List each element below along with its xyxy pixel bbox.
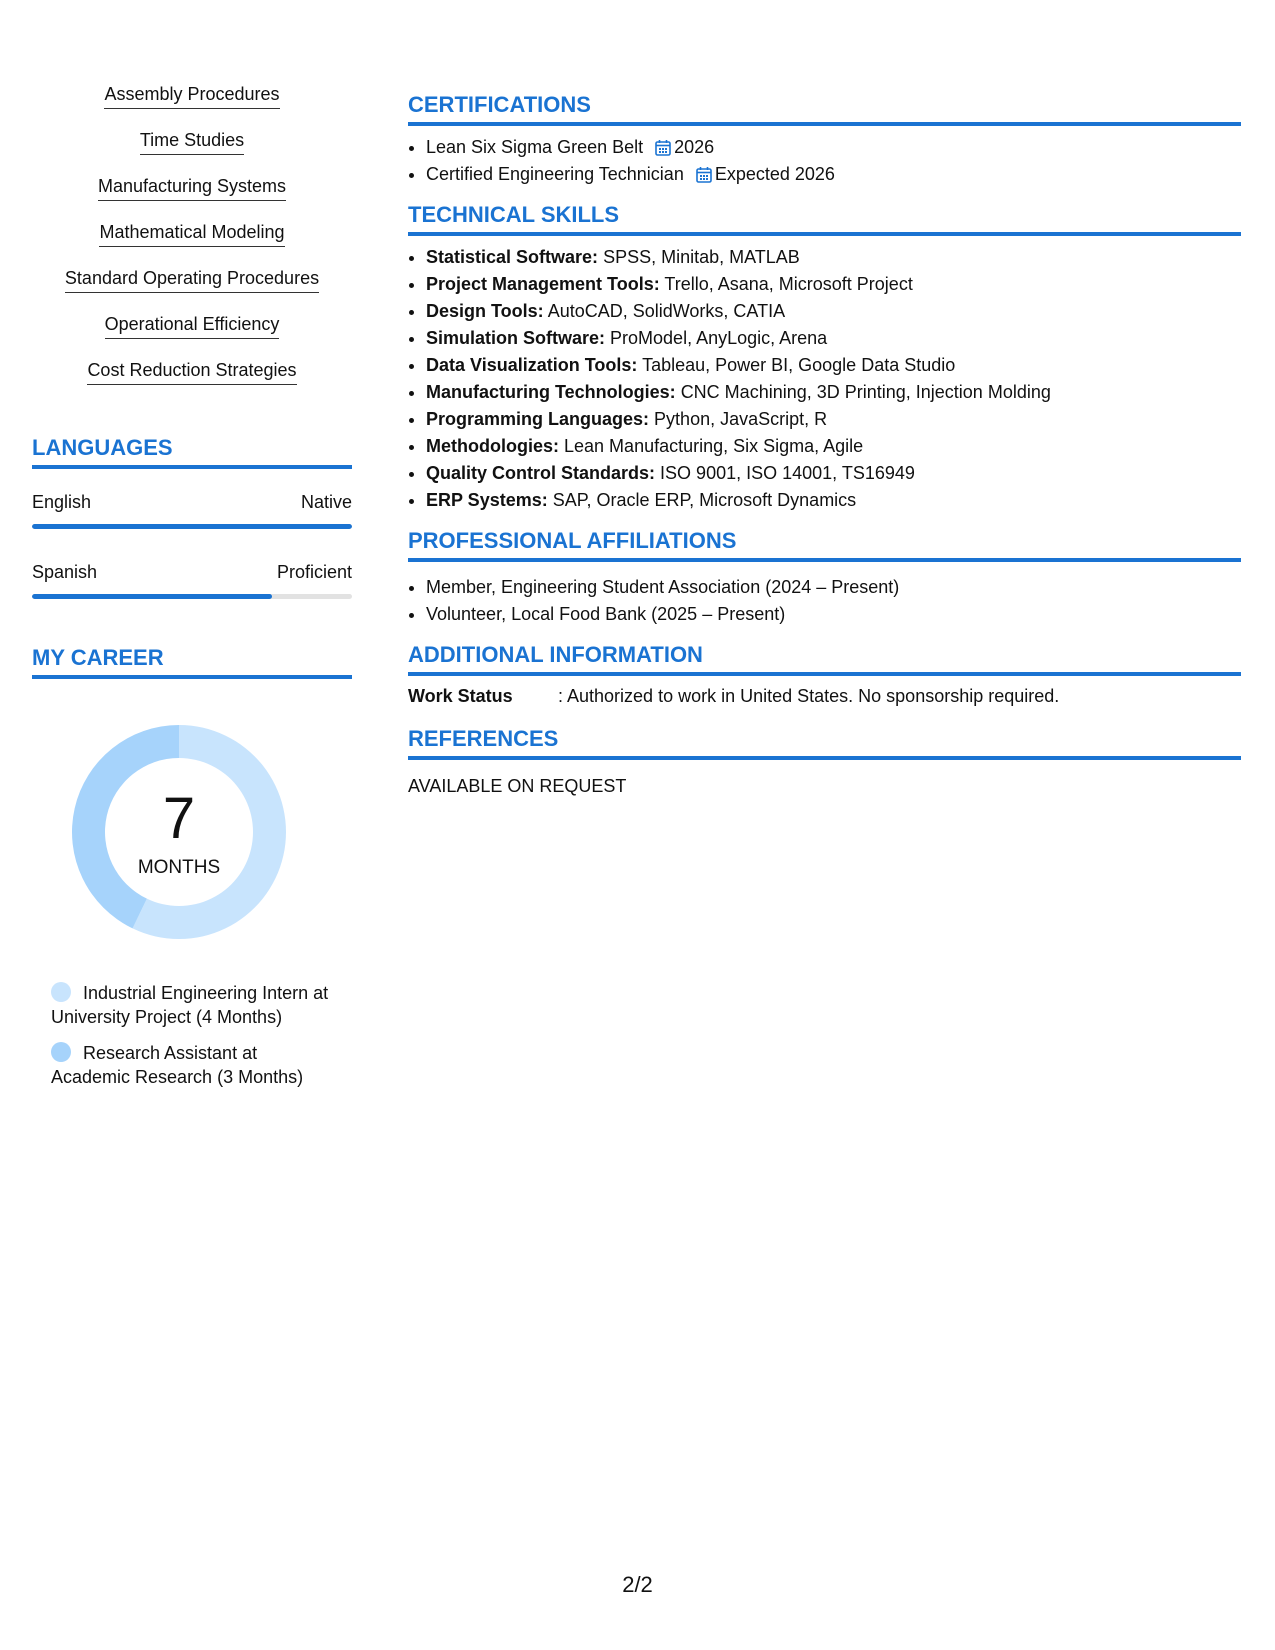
skill-label: Quality Control Standards: <box>426 463 656 483</box>
list-item <box>426 325 1241 352</box>
certification-name: Lean Six Sigma Green Belt <box>426 137 644 157</box>
certifications-list <box>408 134 1241 188</box>
skill-value: SAP, Oracle ERP, Microsoft Dynamics <box>552 490 857 510</box>
certification-name: Certified Engineering Technician <box>426 164 684 184</box>
certifications-section <box>408 92 1241 188</box>
career-section <box>32 645 352 1089</box>
references-heading: REFERENCES <box>408 726 1241 760</box>
list-item <box>426 298 1241 325</box>
career-total-unit: MONTHS <box>137 857 221 878</box>
career-total-number: 7 <box>162 786 196 851</box>
list-item <box>426 433 1241 460</box>
skill-value: CNC Machining, 3D Printing, Injection Molding <box>680 382 1051 402</box>
list-item <box>426 271 1241 298</box>
list-item <box>426 460 1241 487</box>
references-text: AVAILABLE ON REQUEST <box>408 776 627 796</box>
additional-info-heading: ADDITIONAL INFORMATION <box>408 642 1241 676</box>
technical-skills-section <box>408 202 1241 514</box>
skill-value: SPSS, Minitab, MATLAB <box>603 247 800 267</box>
language-name: English <box>32 492 92 512</box>
calendar-icon <box>696 166 712 183</box>
references-section <box>408 726 1241 798</box>
skill-value: Trello, Asana, Microsoft Project <box>664 274 913 294</box>
skill-value: Tableau, Power BI, Google Data Studio <box>642 355 956 375</box>
technical-skills-list <box>408 244 1241 514</box>
career-donut-chart <box>66 719 292 945</box>
language-proficiency-fill <box>32 524 352 529</box>
legend-dot <box>51 982 71 1002</box>
languages-heading: LANGUAGES <box>32 435 352 469</box>
list-item: • Volunteer, Local Food Bank (2025 – Present) <box>426 601 1241 628</box>
skill-tag: Mathematical Modeling <box>99 220 284 247</box>
list-item <box>426 352 1241 379</box>
certification-date: Expected 2026 <box>714 164 835 184</box>
technical-skills-heading: TECHNICAL SKILLS <box>408 202 1241 236</box>
work-status-value: : Authorized to work in United States. No sponsorship required. <box>558 686 1060 706</box>
list-item <box>426 161 1241 188</box>
language-level: Native <box>300 492 352 512</box>
skill-value: Lean Manufacturing, Six Sigma, Agile <box>564 436 864 456</box>
skill-tags <box>32 82 352 404</box>
skill-value: Python, JavaScript, R <box>654 409 828 429</box>
skill-tag: Standard Operating Procedures <box>65 266 319 293</box>
skill-tag: Cost Reduction Strategies <box>87 358 296 385</box>
legend-item <box>51 981 331 1029</box>
page-number: 2/2 <box>622 1572 653 1597</box>
career-heading: MY CAREER <box>32 645 352 679</box>
list-item <box>426 379 1241 406</box>
skill-label: Data Visualization Tools: <box>426 355 638 375</box>
skill-label: Manufacturing Technologies: <box>426 382 676 402</box>
skill-value: AutoCAD, SolidWorks, CATIA <box>547 301 786 321</box>
language-name: Spanish <box>32 562 98 582</box>
left-column <box>32 82 352 1101</box>
language-level: Proficient <box>276 562 352 582</box>
language-item <box>32 491 352 529</box>
skill-value: ProModel, AnyLogic, Arena <box>610 328 828 348</box>
affiliations-section <box>408 528 1241 628</box>
skill-value: ISO 9001, ISO 14001, TS16949 <box>660 463 915 483</box>
list-item <box>426 244 1241 271</box>
skill-label: ERP Systems: <box>426 490 548 510</box>
skill-tag: Assembly Procedures <box>104 82 279 109</box>
career-legend <box>32 981 352 1089</box>
legend-label: Research Assistant at Academic Research (3 Months) <box>51 1043 304 1087</box>
work-status-row <box>408 684 1241 708</box>
skill-label: Project Management Tools: <box>426 274 660 294</box>
skill-tag: Time Studies <box>140 128 244 155</box>
skill-label: Design Tools: <box>426 301 544 321</box>
skill-label: Methodologies: <box>426 436 559 456</box>
certification-date: 2026 <box>674 137 715 157</box>
list-item: • Member, Engineering Student Association (2024 – Present) <box>426 574 1241 601</box>
language-item <box>32 561 352 599</box>
certifications-heading: CERTIFICATIONS <box>408 92 1241 126</box>
list-item <box>426 487 1241 514</box>
additional-info-section <box>408 642 1241 708</box>
language-proficiency-bar <box>32 594 352 599</box>
skill-tag: Operational Efficiency <box>105 312 280 339</box>
skill-tag: Manufacturing Systems <box>98 174 286 201</box>
skill-label: Programming Languages: <box>426 409 650 429</box>
languages-section <box>32 435 352 599</box>
language-proficiency-bar <box>32 524 352 529</box>
language-proficiency-fill <box>32 594 272 599</box>
right-column <box>408 92 1241 812</box>
skill-label: Statistical Software: <box>426 247 599 267</box>
work-status-label: Work Status <box>408 686 513 706</box>
legend-label: Industrial Engineering Intern at University Project (4 Months) <box>51 983 329 1027</box>
skill-label: Simulation Software: <box>426 328 606 348</box>
legend-item <box>51 1041 331 1089</box>
affiliations-list <box>408 574 1241 628</box>
calendar-icon <box>655 139 671 156</box>
list-item <box>426 134 1241 161</box>
legend-dot <box>51 1042 71 1062</box>
affiliations-heading: PROFESSIONAL AFFILIATIONS <box>408 528 1241 562</box>
list-item <box>426 406 1241 433</box>
